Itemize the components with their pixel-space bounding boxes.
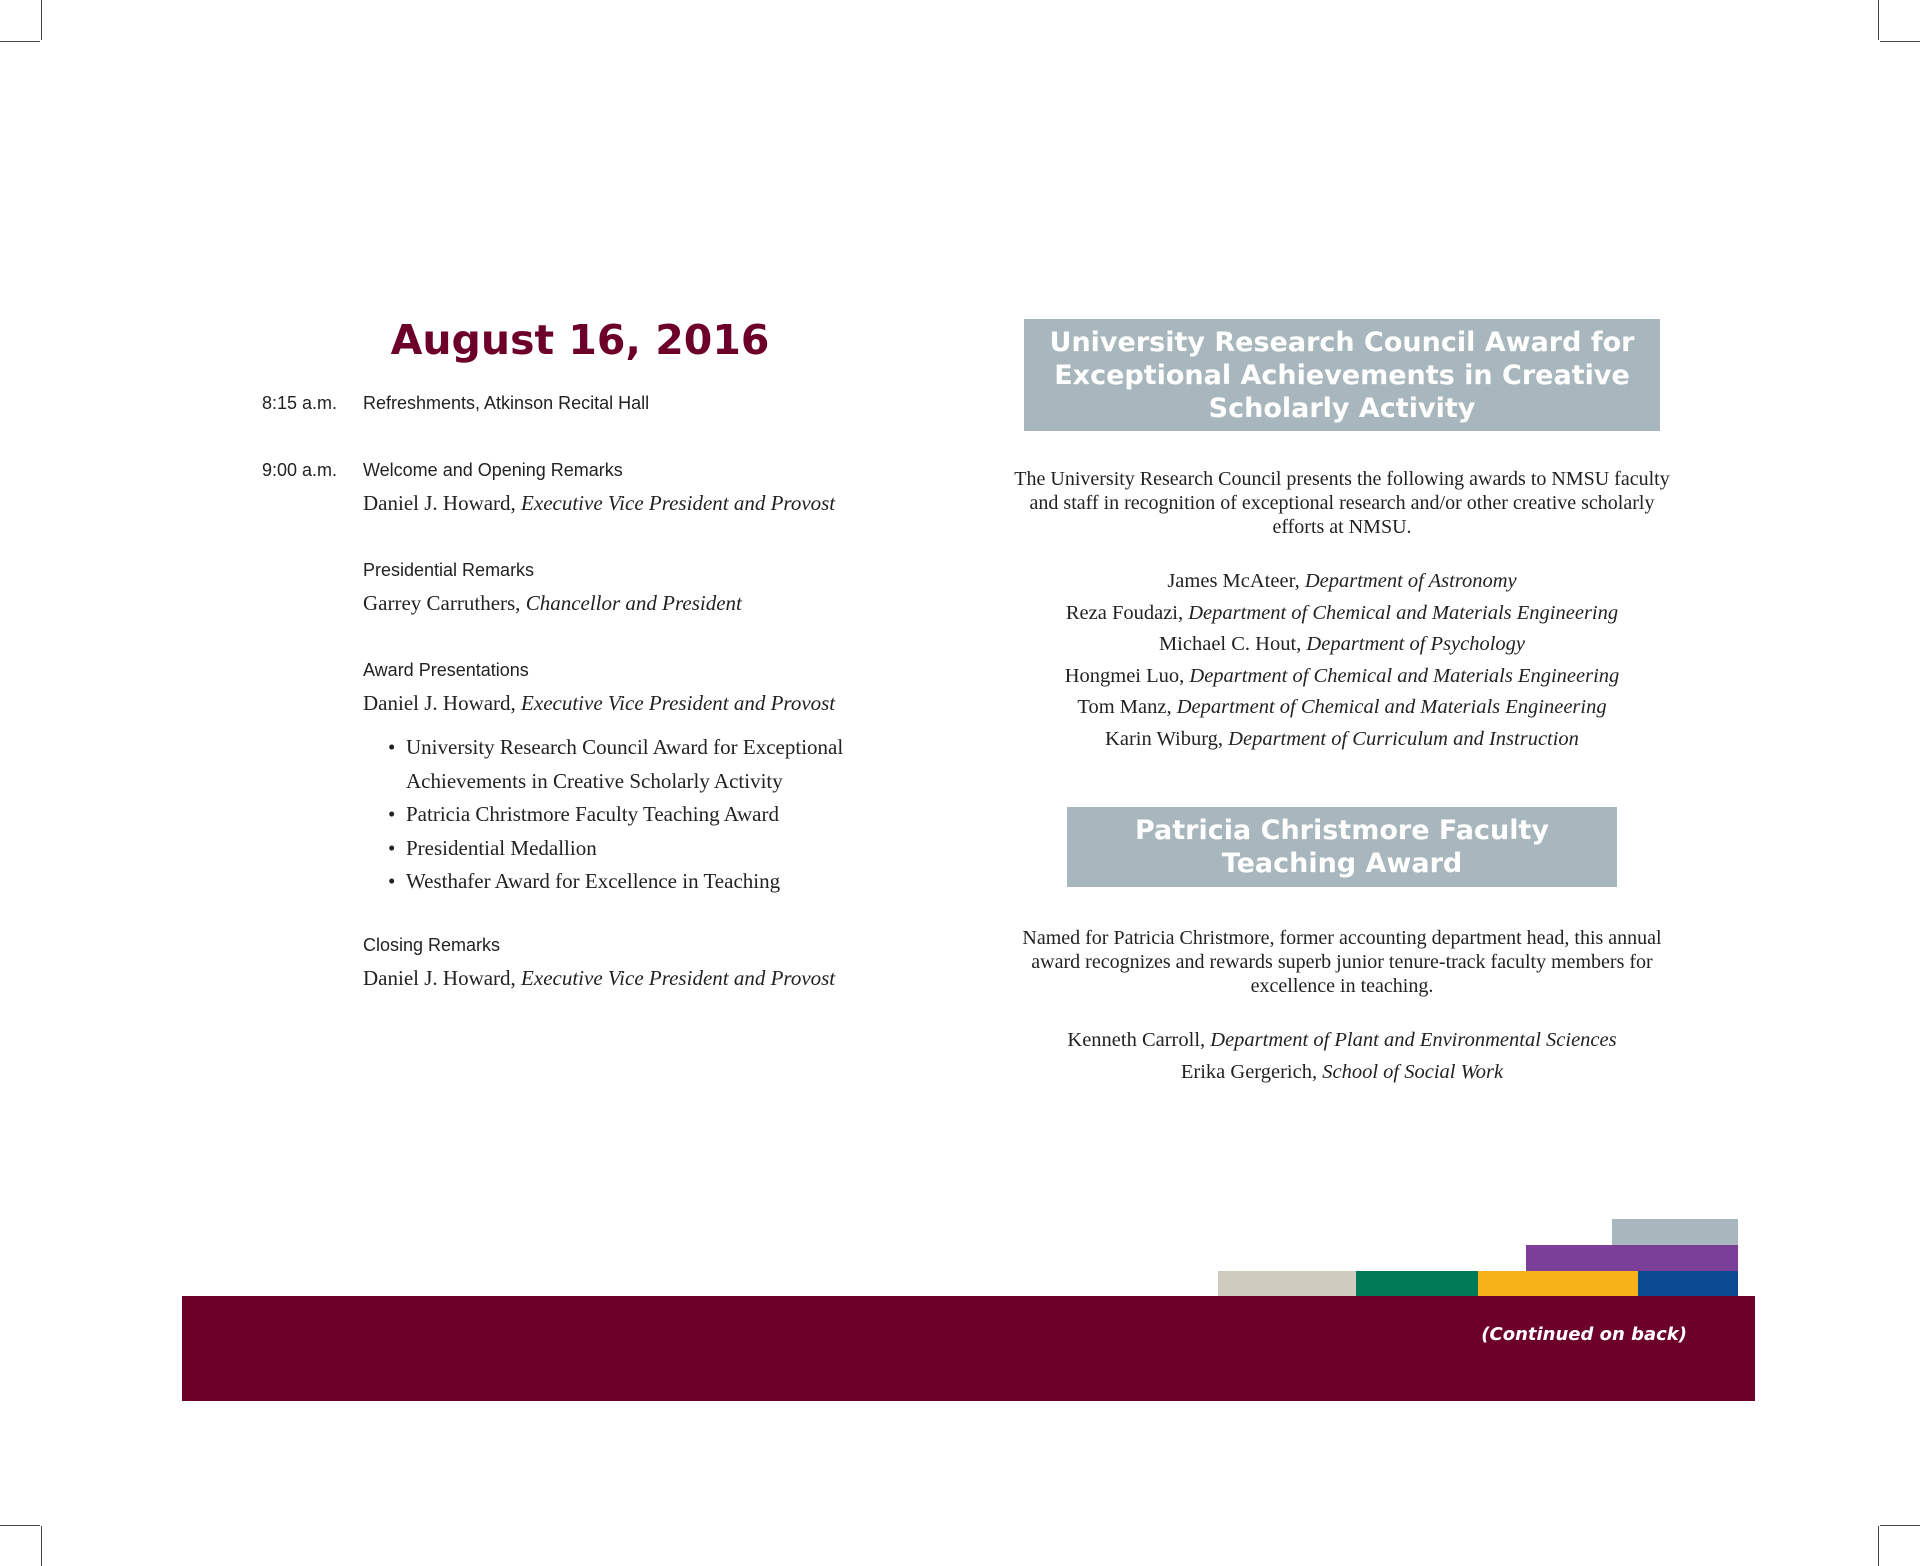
list-item: Reza Foudazi, Department of Chemical and Materials Engineering (1065, 601, 1619, 624)
continued-on-back-note: (Continued on back) (1481, 1324, 1687, 1345)
speaker-role: Executive Vice President and Provost (521, 966, 836, 990)
schedule-item-welcome: Welcome and Opening Remarks (363, 460, 623, 480)
bullet-glyph: • (388, 835, 396, 860)
bullet-glyph: • (388, 802, 396, 826)
schedule-item-presidential: Presidential Remarks (363, 560, 535, 580)
speaker-name: Garrey Carruthers, (363, 591, 521, 615)
urc-award-banner (1024, 319, 1660, 431)
list-item: Tom Manz, Department of Chemical and Materials Engineering (1077, 696, 1607, 718)
list-item: • University Research Council Award for Exceptional Achievements in Creative Scholarly Activity (386, 731, 866, 798)
urc-award-description: The University Research Council presents the following awards to NMSU faculty and staff in recognition of exceptional research and/or other creative scholarly efforts at NMSU. (1014, 468, 1670, 538)
color-block-gold (1478, 1271, 1638, 1296)
list-item: Erika Gergerich, School of Social Work (1180, 1060, 1504, 1083)
schedule-speaker-closing (363, 966, 835, 991)
schedule-item-refreshments: Refreshments, Atkinson Recital Hall (363, 393, 650, 413)
bullet-glyph: • (388, 735, 396, 759)
speaker-name: Daniel J. Howard, (363, 491, 516, 515)
speaker-role: Executive Vice President and Provost (521, 491, 836, 515)
christmore-recipients-list (1000, 1025, 1684, 1088)
speaker-role: Executive Vice President and Provost (521, 691, 836, 715)
speaker-name: Daniel J. Howard, (363, 966, 516, 990)
list-item: • Presidential Medallion (386, 832, 866, 866)
list-item: Kenneth Carroll, Department of Plant and Environmental Sciences (1067, 1029, 1617, 1051)
schedule-item-awards: Award Presentations (363, 660, 529, 680)
schedule-speaker-awards (363, 691, 835, 716)
event-date-title: August 16, 2016 (390, 316, 770, 364)
speaker-role: Chancellor and President (525, 591, 742, 615)
crop-mark-bottom-left-h (0, 1525, 40, 1526)
footer-bar (182, 1296, 1755, 1401)
color-block-slate (1612, 1219, 1738, 1245)
crop-mark-bottom-right-h (1880, 1525, 1920, 1526)
list-item: Karin Wiburg, Department of Curriculum and Instruction (1105, 727, 1579, 750)
list-item: James McAteer, Department of Astronomy (1167, 570, 1517, 592)
crop-mark-bottom-right-v (1878, 1526, 1879, 1566)
bullet-glyph: • (388, 869, 396, 893)
crop-mark-top-right-v (1878, 0, 1879, 40)
schedule-time-2: 9:00 a.m. (262, 460, 338, 480)
award-presentations-list (386, 731, 866, 899)
list-item: Hongmei Luo, Department of Chemical and Materials Engineering (1064, 664, 1620, 687)
urc-recipients-list (1000, 566, 1684, 755)
list-item: Michael C. Hout, Department of Psychology (1158, 633, 1526, 655)
crop-mark-top-left-v (41, 0, 42, 40)
schedule-time-1: 8:15 a.m. (262, 393, 338, 413)
schedule-speaker-welcome (363, 491, 835, 516)
list-item: • Westhafer Award for Excellence in Teaching (386, 865, 866, 899)
christmore-award-description: Named for Patricia Christmore, former accounting department head, this annual award recognizes and rewards superb junior tenure-track faculty members for excellence in teaching. (1022, 927, 1662, 997)
crop-mark-top-right-h (1880, 41, 1920, 42)
color-block-purple (1526, 1245, 1738, 1271)
crop-mark-top-left-h (0, 41, 40, 42)
color-block-navy (1638, 1271, 1738, 1296)
color-block-beige (1218, 1271, 1356, 1296)
urc-award-heading: University Research Council Award for Exceptional Achievements in Creative Scholarly Activity (1049, 326, 1635, 424)
christmore-award-heading: Patricia Christmore Faculty Teaching Award (1134, 815, 1549, 879)
schedule-item-closing: Closing Remarks (363, 935, 501, 955)
list-item: • Patricia Christmore Faculty Teaching Award (386, 798, 866, 832)
christmore-award-banner (1067, 807, 1617, 887)
crop-mark-bottom-left-v (41, 1526, 42, 1566)
schedule-speaker-presidential (363, 591, 742, 616)
color-block-green (1356, 1271, 1478, 1296)
speaker-name: Daniel J. Howard, (363, 691, 516, 715)
